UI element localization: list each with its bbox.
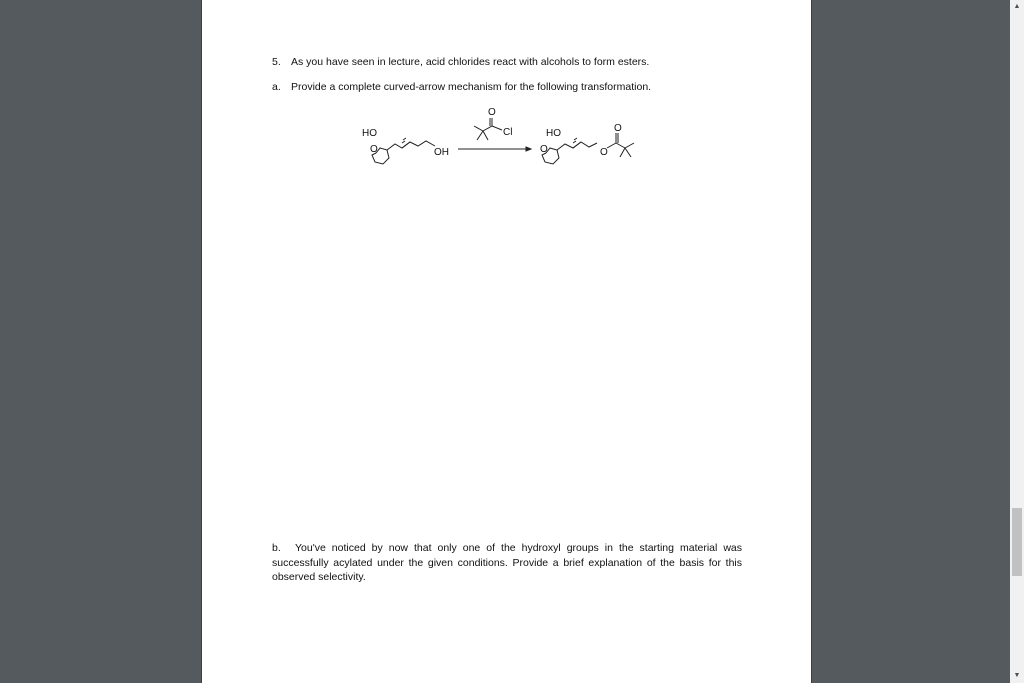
product-ester-bond: [607, 143, 616, 148]
product-carbonyl-o-label: O: [614, 123, 622, 134]
sm-ho-label: HO: [362, 128, 377, 139]
sm-stereo-hash: [402, 141, 405, 143]
question-number: 5.: [272, 56, 281, 68]
product-chain-2: [573, 142, 597, 148]
part-b-text: You've noticed by now that only one of the hydroxyl groups in the starting material was successfully acylated under the given conditions. Provide a brief explanation of the basis for this observed selectivity.: [272, 542, 742, 583]
question-text: As you have seen in lecture, acid chlorides react with alcohols to form esters.: [291, 56, 650, 68]
reagent-c-cl-bond: [492, 126, 502, 130]
part-b: [272, 541, 742, 585]
scroll-down-icon[interactable]: ▼: [1013, 672, 1021, 679]
reagent-o-label: O: [488, 107, 496, 118]
product-ring-o-label: O: [540, 144, 548, 155]
reaction-arrow-head: [526, 147, 531, 151]
sm-oh-label: OH: [434, 147, 449, 158]
part-a-text: Provide a complete curved-arrow mechanism for the following transformation.: [291, 81, 652, 93]
product-chain-1: [557, 142, 581, 150]
scroll-up-icon[interactable]: ▲: [1013, 3, 1021, 10]
document-page: [201, 0, 812, 683]
product-ester-o-label: O: [600, 147, 608, 158]
scrollbar-thumb[interactable]: [1012, 508, 1022, 576]
part-b-label: b.: [272, 542, 281, 554]
part-a-label: a.: [272, 81, 281, 93]
vertical-scrollbar[interactable]: [1010, 0, 1024, 683]
product-t-butyl: [616, 143, 625, 148]
product-stereo-hash: [573, 141, 576, 143]
sm-chain-2: [402, 141, 435, 148]
reagent-cl-label: Cl: [503, 127, 513, 138]
reaction-scheme: [342, 100, 722, 180]
sm-chain-1: [387, 142, 410, 150]
reagent-t-butyl: [483, 126, 492, 131]
sm-ring-o-label: O: [370, 144, 378, 155]
product-ho-label: HO: [546, 128, 561, 139]
